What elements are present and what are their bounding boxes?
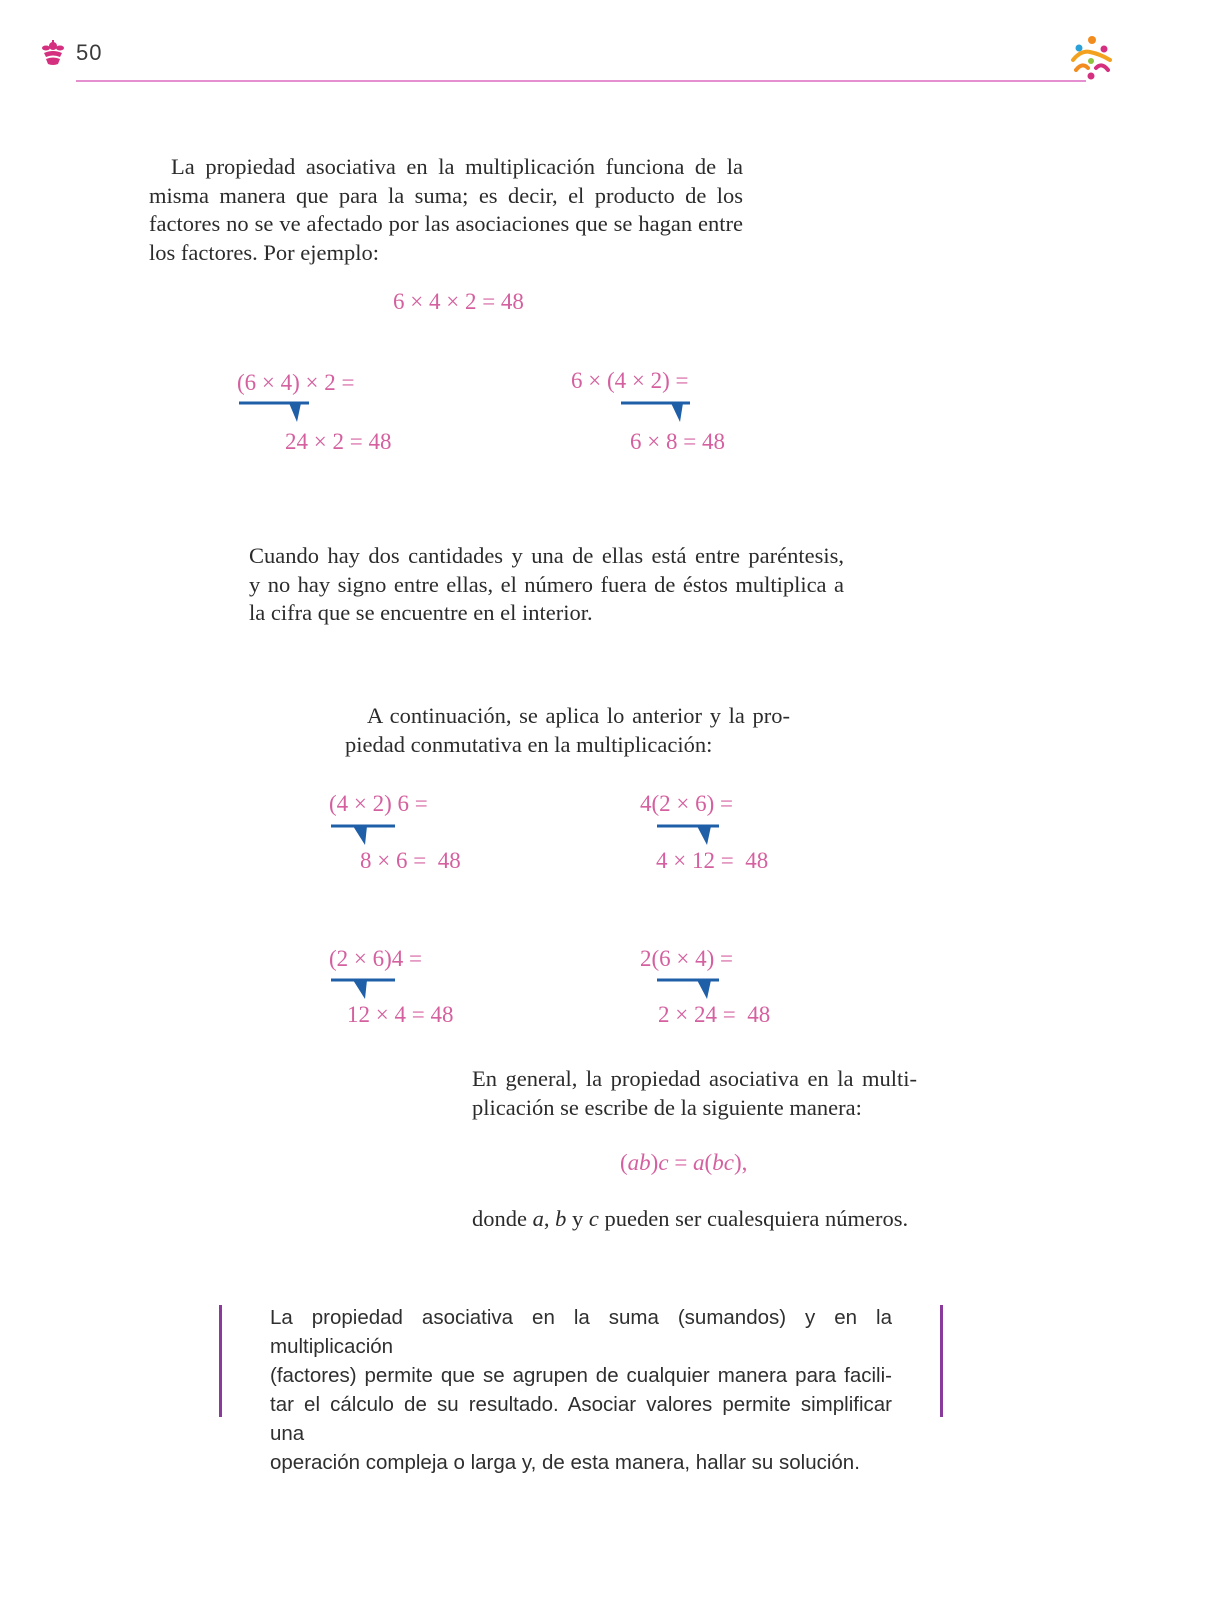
example-c-bottom: 12 × 4 = 48 <box>347 1002 454 1027</box>
note-text: , <box>543 1206 556 1231</box>
dancing-figures-logo-icon <box>1066 34 1116 84</box>
variables-note <box>472 1205 932 1234</box>
intro-line: La propiedad asociativa en la multiplicación funciona de la <box>171 154 743 179</box>
rule-paragraph <box>249 542 844 628</box>
continuation-line: piedad conmutativa en la multiplicación: <box>345 731 713 757</box>
general-line: plicación se escribe de la siguiente manera: <box>472 1094 862 1120</box>
example-d-bottom: 2 × 24 = 48 <box>658 1002 771 1027</box>
example-left-top: (6 × 4) × 2 = <box>237 370 355 395</box>
note-text: pueden ser cualesquiera números. <box>598 1206 909 1231</box>
formula-part: ), <box>733 1150 748 1175</box>
note-text: donde <box>472 1206 533 1231</box>
formula-part: = <box>668 1150 694 1175</box>
grouping-bracket <box>329 977 399 1003</box>
continuation-line: A continuación, se aplica lo anterior y la pro- <box>367 703 790 728</box>
callout-line: (factores) permite que se agrupen de cualquier manera para facili- <box>270 1364 892 1387</box>
grouping-bracket <box>655 823 725 849</box>
callout-line: operación compleja o larga y, de esta manera, hallar su solución. <box>270 1451 860 1474</box>
grouping-bracket <box>237 400 312 426</box>
formula-part: ( <box>704 1150 713 1175</box>
callout-right-bar <box>940 1305 943 1417</box>
formula-part: ( <box>620 1150 628 1175</box>
page-number: 50 <box>76 40 103 65</box>
continuation-paragraph <box>345 702 790 759</box>
example-right-top: 6 × (4 × 2) = <box>571 368 689 393</box>
note-var: a <box>532 1206 544 1231</box>
general-paragraph <box>472 1065 917 1122</box>
intro-line: los factores. Por ejemplo: <box>149 239 379 265</box>
rule-line: Cuando hay dos cantidades y una de ellas está entre paréntesis, <box>249 543 844 568</box>
example-right-bottom: 6 × 8 = 48 <box>630 429 725 454</box>
grouping-bracket <box>655 977 725 1003</box>
example-c-top: (2 × 6)4 = <box>329 946 423 971</box>
intro-paragraph <box>149 153 743 267</box>
note-text: y <box>566 1206 589 1231</box>
callout-left-bar <box>219 1305 222 1417</box>
example-equation-main: 6 × 4 × 2 = 48 <box>393 289 524 314</box>
grouping-bracket <box>619 400 694 426</box>
general-line: En general, la propiedad asociativa en la multi- <box>472 1066 917 1091</box>
callout-line: La propiedad asociativa en la suma (sumandos) y en la multiplicación <box>270 1306 892 1358</box>
formula-part: ) <box>650 1150 659 1175</box>
note-var: b <box>555 1206 567 1231</box>
example-left-bottom: 24 × 2 = 48 <box>285 429 392 454</box>
formula-var: c <box>658 1150 669 1175</box>
intro-line: misma manera que para la suma; es decir, el producto de los <box>149 182 743 208</box>
note-var: c <box>588 1206 599 1231</box>
intro-line: factores no se ve afectado por las asociaciones que se hagan entre <box>149 211 743 236</box>
rule-line: y no hay signo entre ellas, el número fuera de éstos multiplica a <box>249 571 844 597</box>
example-a-bottom: 8 × 6 = 48 <box>360 848 461 873</box>
header-divider <box>76 80 1086 82</box>
formula-var: ab <box>627 1150 651 1175</box>
example-b-top: 4(2 × 6) = <box>640 791 734 816</box>
callout-text <box>270 1303 892 1477</box>
callout-line: tar el cálculo de su resultado. Asociar valores permite simplificar una <box>270 1393 892 1445</box>
grouping-bracket <box>329 823 399 849</box>
example-d-top: 2(6 × 4) = <box>640 946 734 971</box>
formula-var: a <box>693 1150 705 1175</box>
formula-var: bc <box>712 1150 734 1175</box>
flower-ornament-icon <box>40 38 66 68</box>
general-formula <box>620 1150 747 1176</box>
rule-line: la cifra que se encuentre en el interior. <box>249 600 593 625</box>
example-b-bottom: 4 × 12 = 48 <box>656 848 769 873</box>
example-a-top: (4 × 2) 6 = <box>329 791 428 816</box>
